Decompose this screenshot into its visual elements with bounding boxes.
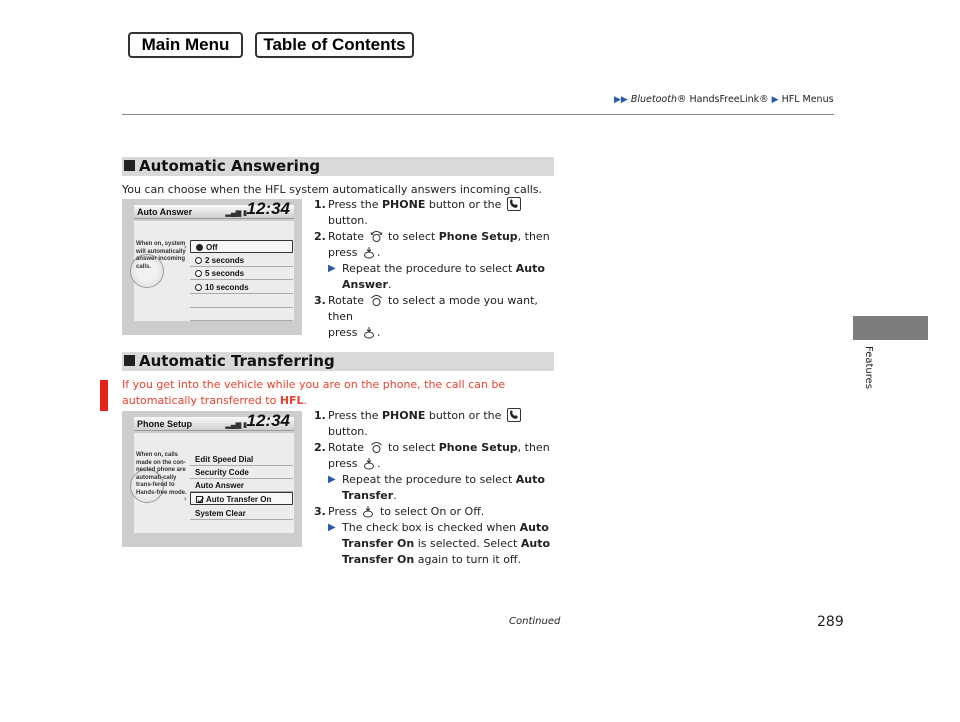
menu-item: Security Code bbox=[190, 466, 293, 479]
step: 1. Press the PHONE button or the button. bbox=[314, 408, 562, 440]
option-item: 5 seconds bbox=[190, 267, 293, 280]
heading-square-icon bbox=[124, 355, 135, 366]
screen-note: When on, system will automatically answer incoming calls. bbox=[136, 241, 186, 270]
step: 3. Rotate to select a mode you want, then press . bbox=[314, 294, 538, 339]
option-item-empty bbox=[190, 308, 293, 321]
heading-square-icon bbox=[124, 160, 135, 171]
radio-icon bbox=[195, 284, 202, 291]
signal-battery-icon: ▂▄▆ ▮ bbox=[225, 422, 247, 429]
chapter-tab bbox=[853, 316, 928, 340]
step: 2. Rotate to select Phone Setup, then press . bbox=[314, 441, 550, 470]
header-divider bbox=[122, 114, 834, 115]
cursor-pointer-icon: › bbox=[184, 243, 187, 251]
page-number: 289 bbox=[817, 614, 844, 630]
menu-item: Auto Answer bbox=[190, 479, 293, 492]
breadcrumb-arrow-icon: ▶▶ bbox=[614, 95, 628, 105]
screen-clock: 12:34 bbox=[246, 411, 290, 430]
interface-dial-press-icon bbox=[362, 505, 374, 518]
section-heading-automatic-answering: Automatic Answering bbox=[122, 157, 554, 176]
step: 2. Rotate to select Phone Setup, then press . bbox=[314, 230, 550, 259]
menu-item: Edit Speed Dial bbox=[190, 453, 293, 466]
phone-button-icon bbox=[507, 408, 521, 422]
interface-dial-press-icon bbox=[363, 246, 375, 259]
radio-icon bbox=[195, 270, 202, 277]
breadcrumb-bluetooth[interactable]: Bluetooth bbox=[630, 94, 677, 105]
table-of-contents-button[interactable]: Table of Contents bbox=[255, 32, 414, 58]
phone-button-icon bbox=[507, 197, 521, 211]
chapter-label: Features bbox=[863, 346, 874, 389]
section1-intro: You can choose when the HFL system automatically answers incoming calls. bbox=[122, 183, 543, 196]
screen-title: Phone Setup bbox=[137, 419, 193, 429]
interface-dial-rotate-icon bbox=[370, 230, 383, 243]
option-item: 2 seconds bbox=[190, 254, 293, 267]
step-substep: ▶ The check box is checked when Auto Transfer On is selected. Select Auto Transfer On again to turn it off. bbox=[328, 521, 551, 566]
phone-setup-screen-image bbox=[122, 411, 302, 547]
option-item-empty bbox=[190, 295, 293, 308]
step: 3. Press to select On or Off. bbox=[314, 505, 485, 518]
section2-intro: If you get into the vehicle while you are on the phone, the call can be automatically transferred to HFL. bbox=[122, 378, 506, 407]
option-item: Off bbox=[190, 240, 293, 253]
screen-title-bar bbox=[134, 411, 294, 431]
interface-dial-press-icon bbox=[363, 457, 375, 470]
screen-title: Auto Answer bbox=[137, 207, 193, 217]
screen-title-bar bbox=[134, 199, 294, 219]
arrow-icon: ▶ bbox=[328, 474, 336, 485]
signal-battery-icon: ▂▄▆ ▮ bbox=[225, 210, 247, 217]
breadcrumb-arrow-icon: ▶ bbox=[771, 95, 779, 105]
option-item: 10 seconds bbox=[190, 281, 293, 294]
cursor-pointer-icon: › bbox=[184, 495, 187, 503]
screen-clock: 12:34 bbox=[246, 199, 290, 218]
section-heading-automatic-transferring: Automatic Transferring bbox=[122, 352, 554, 371]
interface-dial-rotate-icon bbox=[370, 294, 383, 307]
screen-note: When on, calls made on the con-nected phone are automati-cally trans-fered to Hands-free mode. bbox=[136, 452, 187, 496]
checkbox-checked-icon bbox=[196, 496, 203, 503]
interface-dial-rotate-icon bbox=[370, 441, 383, 454]
radio-selected-icon bbox=[196, 244, 203, 251]
step-substep: ▶ Repeat the procedure to select Auto Answer. bbox=[328, 262, 545, 291]
step-substep: ▶ Repeat the procedure to select Auto Transfer. bbox=[328, 473, 545, 502]
main-menu-button[interactable]: Main Menu bbox=[128, 32, 243, 58]
change-marker-bar bbox=[100, 380, 108, 411]
menu-item: Auto Transfer On bbox=[190, 492, 293, 505]
arrow-icon: ▶ bbox=[328, 522, 336, 533]
menu-item: System Clear bbox=[190, 507, 293, 520]
section2-steps bbox=[314, 408, 562, 568]
interface-dial-press-icon bbox=[363, 326, 375, 339]
radio-icon bbox=[195, 257, 202, 264]
continued-label: Continued bbox=[509, 616, 561, 627]
breadcrumb bbox=[614, 94, 834, 105]
auto-answer-screen-image bbox=[122, 199, 302, 335]
breadcrumb-hfl-menus[interactable]: HFL Menus bbox=[781, 94, 834, 105]
breadcrumb-handsfreelink[interactable]: ® HandsFreeLink® bbox=[677, 94, 769, 105]
step: 1. Press the PHONE button or the button. bbox=[314, 197, 562, 229]
arrow-icon: ▶ bbox=[328, 263, 336, 274]
section1-steps bbox=[314, 197, 562, 341]
